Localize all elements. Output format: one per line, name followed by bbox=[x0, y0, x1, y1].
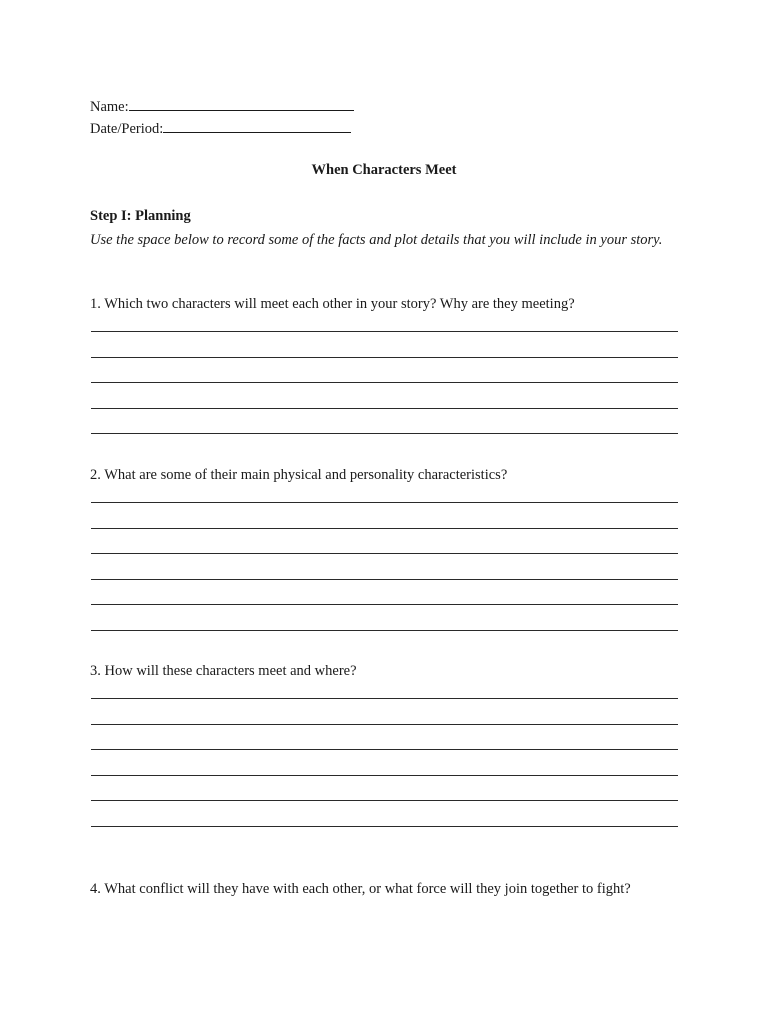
answer-line[interactable] bbox=[91, 331, 678, 332]
answer-line[interactable] bbox=[91, 749, 678, 750]
answer-line[interactable] bbox=[91, 357, 678, 358]
date-period-field bbox=[90, 118, 351, 138]
step-heading: Step I: Planning bbox=[90, 208, 191, 224]
name-blank[interactable] bbox=[129, 96, 354, 111]
date-period-label: Date/Period: bbox=[90, 121, 164, 137]
answer-line[interactable] bbox=[91, 528, 678, 529]
answer-line[interactable] bbox=[91, 433, 678, 434]
answer-line[interactable] bbox=[91, 502, 678, 503]
step-instructions: Use the space below to record some of the facts and plot details that you will include in your story. bbox=[90, 232, 663, 248]
name-label: Name: bbox=[90, 99, 129, 115]
answer-line[interactable] bbox=[91, 698, 678, 699]
question-1: 1. Which two characters will meet each other in your story? Why are they meeting? bbox=[90, 296, 575, 312]
question-4: 4. What conflict will they have with each other, or what force will they join together to fight? bbox=[90, 881, 631, 897]
question-2: 2. What are some of their main physical and personality characteristics? bbox=[90, 467, 508, 483]
answer-line[interactable] bbox=[91, 800, 678, 801]
answer-line[interactable] bbox=[91, 553, 678, 554]
worksheet-title: When Characters Meet bbox=[311, 162, 457, 178]
answer-line[interactable] bbox=[91, 775, 678, 776]
name-field bbox=[90, 96, 354, 116]
answer-line[interactable] bbox=[91, 630, 678, 631]
question-3: 3. How will these characters meet and where? bbox=[90, 663, 357, 679]
answer-line[interactable] bbox=[91, 724, 678, 725]
answer-line[interactable] bbox=[91, 408, 678, 409]
date-period-blank[interactable] bbox=[163, 118, 351, 133]
answer-line[interactable] bbox=[91, 579, 678, 580]
answer-line[interactable] bbox=[91, 604, 678, 605]
answer-line[interactable] bbox=[91, 826, 678, 827]
answer-line[interactable] bbox=[91, 382, 678, 383]
